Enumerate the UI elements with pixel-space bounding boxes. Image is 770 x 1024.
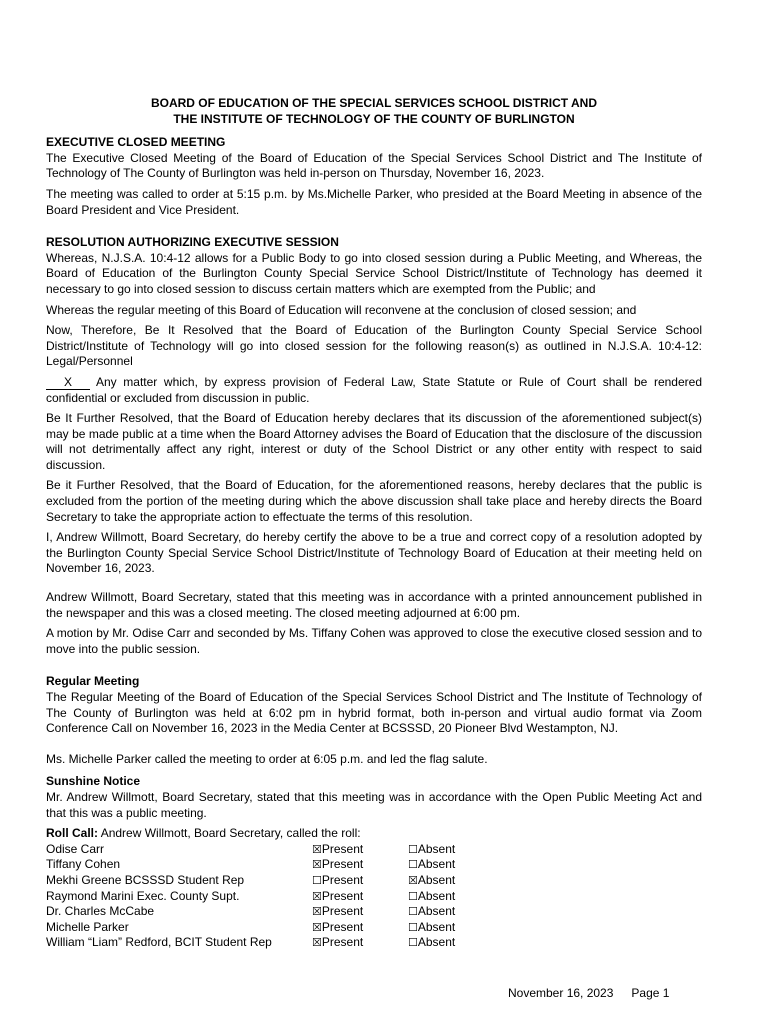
roll-call-row bbox=[46, 935, 702, 951]
present-status bbox=[312, 873, 408, 889]
footer-page: Page 1 bbox=[631, 986, 670, 1000]
resolution-paragraph-8: Andrew Willmott, Board Secretary, stated that this meeting was in accordance with a printed announcement published in the newspaper and this was a closed meeting. The closed meeting adjourned at 6:00 pm. bbox=[46, 590, 702, 620]
absent-checkbox-icon: ☐ bbox=[408, 936, 418, 950]
present-label: Present bbox=[321, 904, 364, 919]
regular-paragraph-1: The Regular Meeting of the Board of Education of the Special Services School District and The Institute of Technology of The County of Burlington was held at 6:02 pm in hybrid format, both in-person and virtual audio format via Zoom Conference Call on November 16, 2023 in the Media Center at BCSSSD, 20 Pioneer Blvd Westampton, NJ. bbox=[46, 690, 702, 736]
resolution-paragraph-5: Be It Further Resolved, that the Board of Education hereby declares that its discussion of the aforementioned subject(s) may be made public at a time when the Board Attorney advises the Board of Education that the disclosure of the discussion will not detrimentally affect any right, interest or duty of the School District or any other entity with respect to said discussion. bbox=[46, 411, 702, 472]
absent-checkbox-icon: ☐ bbox=[408, 920, 418, 934]
present-checkbox-icon: ☒ bbox=[312, 889, 322, 903]
roll-call-row bbox=[46, 842, 702, 858]
absent-status bbox=[408, 904, 508, 920]
roll-call-row bbox=[46, 873, 702, 889]
member-name: Michelle Parker bbox=[46, 919, 129, 934]
sunshine-paragraph: Mr. Andrew Willmott, Board Secretary, stated that this meeting was in accordance with the Open Public Meeting Act and that this was a public meeting. bbox=[46, 789, 702, 820]
resolution-paragraph-3: Now, Therefore, Be It Resolved that the Board of Education of the Burlington County Special Service School District/Institute of Technology will go into closed session for the following reason(s) as outlined in N.J.S.A. 10:4-12: Legal/Personnel bbox=[46, 323, 702, 369]
footer-date: November 16, 2023 bbox=[508, 986, 614, 1000]
member-name: Raymond Marini Exec. County Supt. bbox=[46, 888, 240, 903]
absent-checkbox-icon: ☐ bbox=[408, 842, 418, 856]
absent-label: Absent bbox=[417, 872, 456, 887]
roll-call-row bbox=[46, 857, 702, 873]
present-label: Present bbox=[321, 872, 364, 887]
selected-reason-mark: X bbox=[46, 376, 90, 390]
absent-label: Absent bbox=[417, 935, 456, 950]
absent-status bbox=[408, 873, 508, 889]
absent-status bbox=[408, 935, 508, 951]
absent-label: Absent bbox=[417, 904, 456, 919]
absent-label: Absent bbox=[417, 888, 456, 903]
absent-status bbox=[408, 842, 508, 858]
present-status bbox=[312, 920, 408, 936]
resolution-heading: RESOLUTION AUTHORIZING EXECUTIVE SESSION bbox=[46, 235, 339, 250]
roll-call-row bbox=[46, 920, 702, 936]
exec-paragraph-2: The meeting was called to order at 5:15 p.m. by Ms.Michelle Parker, who presided at the Board Meeting in absence of the Board President and Vice President. bbox=[46, 186, 702, 217]
regular-meeting-heading: Regular Meeting bbox=[46, 674, 140, 689]
resolution-paragraph-9: A motion by Mr. Odise Carr and seconded by Ms. Tiffany Cohen was approved to close the executive closed session and to move into the public session. bbox=[46, 626, 702, 656]
present-status bbox=[312, 904, 408, 920]
present-label: Present bbox=[321, 841, 364, 856]
roll-call-label: Roll Call: bbox=[46, 826, 99, 841]
present-checkbox-icon: ☐ bbox=[312, 873, 322, 887]
present-checkbox-icon: ☒ bbox=[312, 936, 322, 950]
present-status bbox=[312, 842, 408, 858]
roll-call-text: Andrew Willmott, Board Secretary, called the roll: bbox=[98, 826, 361, 841]
exec-heading: EXECUTIVE CLOSED MEETING bbox=[46, 135, 226, 150]
present-status bbox=[312, 889, 408, 905]
present-label: Present bbox=[321, 857, 364, 872]
present-label: Present bbox=[321, 888, 364, 903]
resolution-paragraph-1: Whereas, N.J.S.A. 10:4-12 allows for a Public Body to go into closed session during a Public Meeting, and Whereas, the Board of Education of the Burlington County Special Service School District/Institute of Technology has deemed it necessary to go into closed session to discuss certain matters which are exempted from the Public; and bbox=[46, 250, 702, 296]
present-checkbox-icon: ☒ bbox=[312, 842, 322, 856]
member-name: Mekhi Greene BCSSSD Student Rep bbox=[46, 872, 245, 887]
present-checkbox-icon: ☒ bbox=[312, 858, 322, 872]
title-line-2: THE INSTITUTE OF TECHNOLOGY OF THE COUNTY OF BURLINGTON bbox=[173, 111, 575, 126]
roll-call-intro bbox=[46, 826, 702, 842]
member-name: Odise Carr bbox=[46, 841, 105, 856]
resolution-paragraph-2: Whereas the regular meeting of this Board of Education will reconvene at the conclusion of closed session; and bbox=[46, 302, 637, 317]
absent-status bbox=[408, 920, 508, 936]
resolution-paragraph-4 bbox=[46, 375, 702, 406]
page-footer bbox=[508, 986, 669, 1000]
resolution-paragraph-7: I, Andrew Willmott, Board Secretary, do hereby certify the above to be a true and correct copy of a resolution adopted by the Burlington County Special Service School District/Institute of Technology Board of Education at their meeting held on November 16, 2023. bbox=[46, 530, 702, 576]
absent-checkbox-icon: ☒ bbox=[408, 873, 418, 887]
absent-checkbox-icon: ☐ bbox=[408, 858, 418, 872]
present-checkbox-icon: ☒ bbox=[312, 905, 322, 919]
present-label: Present bbox=[321, 935, 364, 950]
present-checkbox-icon: ☒ bbox=[312, 920, 322, 934]
absent-status bbox=[408, 889, 508, 905]
roll-call-row bbox=[46, 904, 702, 920]
regular-paragraph-2: Ms. Michelle Parker called the meeting to order at 6:05 p.m. and led the flag salute. bbox=[46, 751, 488, 766]
title-line-1: BOARD OF EDUCATION OF THE SPECIAL SERVICES SCHOOL DISTRICT AND bbox=[150, 96, 598, 110]
present-status bbox=[312, 857, 408, 873]
roll-call-row bbox=[46, 889, 702, 905]
roll-call-table bbox=[46, 842, 702, 951]
member-name: William “Liam” Redford, BCIT Student Rep bbox=[46, 935, 272, 950]
member-name: Dr. Charles McCabe bbox=[46, 904, 155, 919]
present-label: Present bbox=[321, 919, 364, 934]
sunshine-heading: Sunshine Notice bbox=[46, 774, 141, 789]
absent-checkbox-icon: ☐ bbox=[408, 889, 418, 903]
exec-paragraph-1: The Executive Closed Meeting of the Board of Education of the Special Services School District and The Institute of Technology of The County of Burlington was held in-person on Thursday, November 16, 2023. bbox=[46, 150, 702, 181]
reason-text: Any matter which, by express provision of Federal Law, State Statute or Rule of Court shall be rendered confidential or excluded from discussion in public. bbox=[46, 374, 702, 405]
resolution-paragraph-6: Be it Further Resolved, that the Board of Education, for the aforementioned reasons, hereby declares that the public is excluded from the portion of the meeting during which the above discussion shall take place and hereby directs the Board Secretary to take the appropriate action to effectuate the terms of this resolution. bbox=[46, 478, 702, 524]
absent-label: Absent bbox=[417, 919, 456, 934]
absent-label: Absent bbox=[417, 857, 456, 872]
document-page bbox=[46, 96, 702, 951]
member-name: Tiffany Cohen bbox=[46, 857, 121, 872]
document-title bbox=[46, 96, 702, 127]
present-status bbox=[312, 935, 408, 951]
absent-checkbox-icon: ☐ bbox=[408, 905, 418, 919]
absent-label: Absent bbox=[417, 841, 456, 856]
absent-status bbox=[408, 857, 508, 873]
